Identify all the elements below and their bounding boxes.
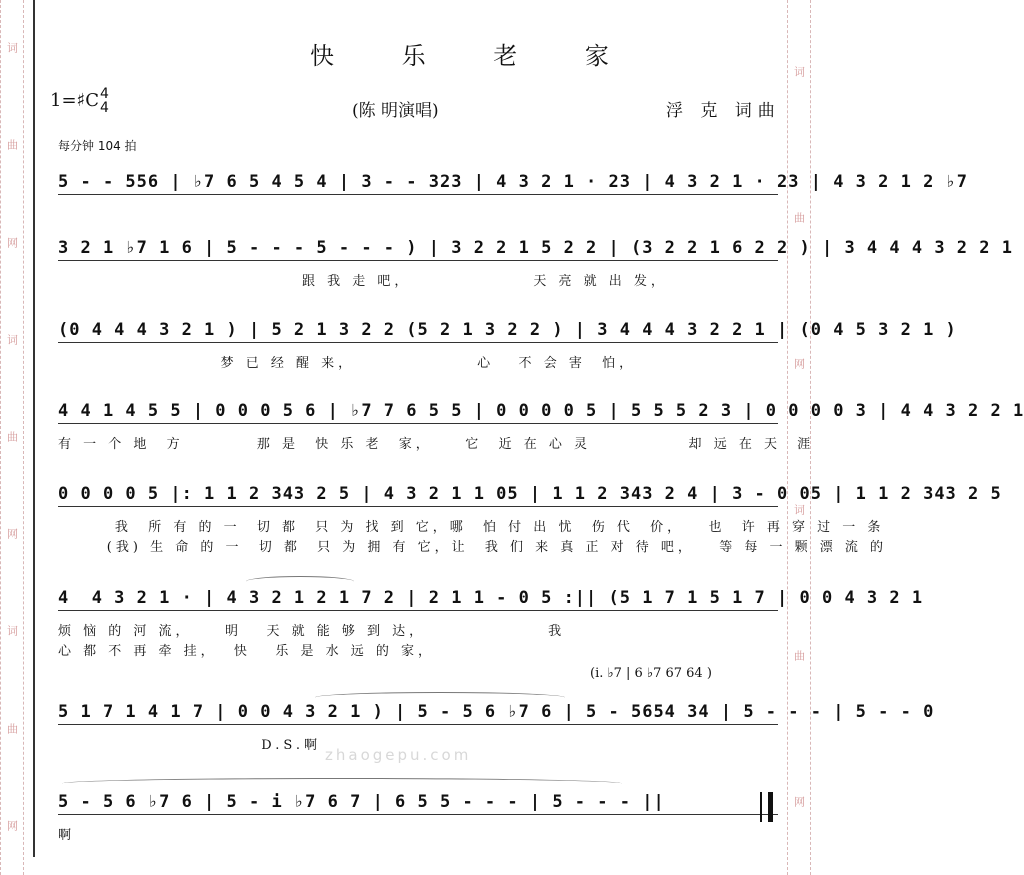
- side-char: 网: [5, 819, 19, 833]
- score-row-4: [58, 399, 1024, 452]
- page-left-rule: [33, 0, 35, 857]
- left-decorative-strip: [0, 0, 24, 875]
- side-char: 网: [792, 795, 806, 809]
- time-top: 4: [100, 86, 109, 102]
- lyrics-line: 我 所 有 的 一 切 都 只 为 找 到 它，哪 怕 付 出 忧 伤 代 价， 也 许 再 穿 过 一 条: [58, 520, 885, 535]
- lyrics-line-2: 心 都 不 再 牵 挂， 快 乐 是 水 远 的 家，: [58, 644, 435, 659]
- lyrics-line: 梦 已 经 醒 来， 心 不 会 害 怕，: [58, 356, 637, 371]
- score-row-6: [58, 586, 924, 659]
- watermark-text: zhaogepu.com: [325, 746, 472, 764]
- time-bottom: 4: [100, 100, 109, 116]
- tempo-mark: 每分钟 104 拍: [58, 139, 137, 153]
- singer-credit: (陈 明演唱): [352, 101, 439, 121]
- notes-line: 5 1 7 1 4 1 7 | 0 0 4 3 2 1 ) | 5 - 5 6 ♭7 6 | 5 - 5654 34 | 5 - - - | 5 - - 0: [58, 700, 778, 725]
- lyrics-line-2: (我) 生 命 的 一 切 都 只 为 拥 有 它，让 我 们 来 真 正 对 待 吧， 等 每 一 颗 漂 流 的: [58, 540, 888, 555]
- score-row-1: [58, 170, 969, 195]
- score-row-7: [58, 700, 935, 753]
- lyrics-line: 烦 恼 的 河 流， 明 天 就 能 够 到 达， 我: [58, 624, 566, 639]
- side-char: 词: [5, 42, 19, 56]
- score-row-5: [58, 482, 1002, 555]
- score-row-3: [58, 318, 957, 371]
- composer-credit: 浮 克 词曲: [666, 101, 781, 121]
- side-char: 词: [5, 333, 19, 347]
- side-char: 曲: [792, 212, 806, 226]
- slur-mark: [246, 576, 354, 587]
- page-title: 快 乐 老 家: [310, 42, 639, 70]
- lyrics-line: 有 一 个 地 方 那 是 快 乐 老 家， 它 近 在 心 灵 却 远 在 天 涯: [58, 437, 815, 452]
- lyrics-line: D.S.啊: [58, 738, 321, 753]
- key-signature: 1=♯C: [50, 90, 100, 111]
- time-signature: [100, 87, 109, 115]
- slur-mark: [315, 692, 565, 703]
- notes-line: 4 4 1 4 5 5 | 0 0 0 5 6 | ♭7 7 6 5 5 | 0 0 0 0 5 | 5 5 5 2 3 | 0 0 0 0 3 | 4 4 3 2 2 1: [58, 399, 778, 424]
- slur-mark: [62, 778, 622, 789]
- side-char: 曲: [5, 430, 19, 444]
- coda-intro: (i. ♭7 | 6 ♭7 67 64 ): [590, 666, 712, 681]
- side-char: 词: [792, 503, 806, 517]
- side-char: 词: [792, 66, 806, 80]
- side-char: 网: [5, 528, 19, 542]
- side-char: 网: [5, 236, 19, 250]
- notes-line: 3 2 1 ♭7 1 6 | 5 - - - 5 - - - ) | 3 2 2 1 5 2 2 | (3 2 2 1 6 2 2 ) | 3 4 4 4 3 2 2 1: [58, 236, 778, 261]
- lyrics-line: 跟 我 走 吧， 天 亮 就 出 发，: [58, 274, 668, 289]
- score-row-2: [58, 236, 1013, 289]
- notes-line: 0 0 0 0 5 |: 1 1 2 343 2 5 | 4 3 2 1 1 05 | 1 1 2 343 2 4 | 3 - 0 05 | 1 1 2 343 2 5: [58, 482, 778, 507]
- notes-line: (0 4 4 4 3 2 1 ) | 5 2 1 3 2 2 (5 2 1 3 2 2 ) | 3 4 4 4 3 2 2 1 | (0 4 5 3 2 1 ): [58, 318, 778, 343]
- notes-line: 5 - - 556 | ♭7 6 5 4 5 4 | 3 - - 323 | 4 3 2 1 · 23 | 4 3 2 1 · 23 | 4 3 2 1 2 ♭7: [58, 170, 778, 195]
- notes-line: 4 4 3 2 1 · | 4 3 2 1 2 1 7 2 | 2 1 1 - 0 5 :|| (5 1 7 1 5 1 7 | 0 0 4 3 2 1: [58, 586, 778, 611]
- side-char: 曲: [5, 139, 19, 153]
- side-char: 曲: [792, 649, 806, 663]
- notes-line: 5 - 5 6 ♭7 6 | 5 - i ♭7 6 7 | 6 5 5 - - - | 5 - - - ||: [58, 790, 778, 815]
- final-barline: [760, 792, 773, 822]
- side-char: 词: [5, 625, 19, 639]
- side-char: 网: [792, 358, 806, 372]
- lyrics-line: 啊: [58, 828, 76, 843]
- score-row-8: [58, 790, 778, 843]
- side-char: 曲: [5, 722, 19, 736]
